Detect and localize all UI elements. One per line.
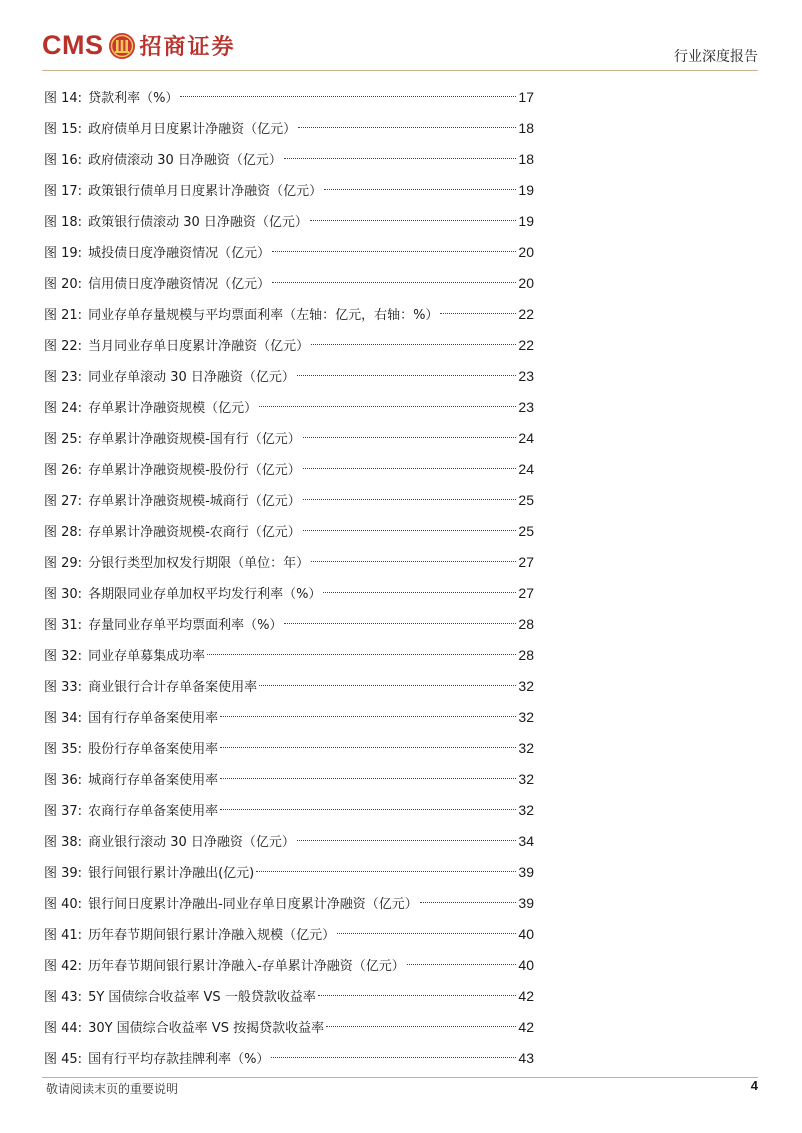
logo-chinese-text: 招商证券 — [139, 34, 236, 60]
dot-leader — [310, 220, 517, 221]
dot-leader — [318, 995, 517, 996]
toc-entry[interactable] — [44, 208, 534, 239]
figure-title: 30Y 国债综合收益率 VS 按揭贷款收益率 — [88, 1021, 325, 1036]
figure-title: 信用债日度净融资情况（亿元） — [88, 277, 271, 292]
dot-leader — [180, 96, 516, 97]
logo-emblem-icon — [108, 32, 136, 60]
figure-number: 图 36: — [44, 773, 83, 788]
logo-latin-text: CMS — [42, 30, 104, 60]
figure-number: 图 17: — [44, 184, 83, 199]
dot-leader — [207, 654, 516, 655]
dot-leader — [272, 282, 516, 283]
figure-title: 城商行存单备案使用率 — [88, 773, 219, 788]
disclaimer-note: 敬请阅读末页的重要说明 — [46, 1082, 179, 1096]
figure-number: 图 40: — [44, 897, 83, 912]
figure-number: 图 21: — [44, 308, 83, 323]
figure-number: 图 38: — [44, 835, 83, 850]
figure-title: 银行间银行累计净融出(亿元) — [88, 866, 255, 881]
toc-entry[interactable] — [44, 394, 534, 425]
figure-number: 图 20: — [44, 277, 83, 292]
toc-entry[interactable] — [44, 890, 534, 921]
figure-number: 图 35: — [44, 742, 83, 757]
toc-page-number: 32 — [518, 740, 534, 756]
dot-leader — [324, 189, 516, 190]
toc-page-number: 32 — [518, 771, 534, 787]
figure-title: 同业存单存量规模与平均票面利率（左轴：亿元，右轴：%） — [88, 308, 439, 323]
figure-title: 存单累计净融资规模-农商行（亿元） — [88, 525, 301, 540]
dot-leader — [220, 716, 516, 717]
figure-number: 图 16: — [44, 153, 83, 168]
figure-number: 图 19: — [44, 246, 83, 261]
toc-page-number: 32 — [518, 709, 534, 725]
toc-entry[interactable] — [44, 797, 534, 828]
dot-leader — [303, 530, 517, 531]
toc-entry[interactable] — [44, 983, 534, 1014]
dot-leader — [440, 313, 516, 314]
toc-entry[interactable] — [44, 487, 534, 518]
figure-number: 图 30: — [44, 587, 83, 602]
toc-page-number: 25 — [518, 523, 534, 539]
toc-entry[interactable] — [44, 518, 534, 549]
figure-title: 政府债滚动 30 日净融资（亿元） — [88, 153, 282, 168]
toc-page-number: 20 — [518, 275, 534, 291]
toc-entry[interactable] — [44, 456, 534, 487]
footer-divider — [42, 1077, 758, 1078]
figure-number: 图 18: — [44, 215, 83, 230]
dot-leader — [259, 685, 516, 686]
dot-leader — [284, 623, 516, 624]
figure-title: 城投债日度净融资情况（亿元） — [88, 246, 271, 261]
figure-title: 政策银行债滚动 30 日净融资（亿元） — [88, 215, 308, 230]
toc-entry[interactable] — [44, 704, 534, 735]
toc-page-number: 34 — [518, 833, 534, 849]
toc-page-number: 28 — [518, 647, 534, 663]
dot-leader — [220, 809, 516, 810]
figure-title: 存单累计净融资规模-城商行（亿元） — [88, 494, 301, 509]
figure-title: 各期限同业存单加权平均发行利率（%） — [88, 587, 322, 602]
toc-page-number: 43 — [518, 1050, 534, 1066]
toc-entry[interactable] — [44, 1014, 534, 1045]
figure-title: 国有行存单备案使用率 — [88, 711, 219, 726]
toc-page-number: 42 — [518, 1019, 534, 1035]
figure-number: 图 28: — [44, 525, 83, 540]
figure-title: 商业银行滚动 30 日净融资（亿元） — [88, 835, 295, 850]
toc-page-number: 17 — [518, 89, 534, 105]
page-header — [0, 0, 802, 75]
figure-title: 分银行类型加权发行期限（单位：年） — [88, 556, 310, 571]
toc-entry[interactable] — [44, 239, 534, 270]
toc-entry[interactable] — [44, 301, 534, 332]
figure-title: 股份行存单备案使用率 — [88, 742, 219, 757]
toc-page-number: 42 — [518, 988, 534, 1004]
toc-entry[interactable] — [44, 673, 534, 704]
dot-leader — [272, 251, 516, 252]
toc-page-number: 28 — [518, 616, 534, 632]
figure-title: 农商行存单备案使用率 — [88, 804, 219, 819]
dot-leader — [259, 406, 516, 407]
figure-title: 同业存单滚动 30 日净融资（亿元） — [88, 370, 295, 385]
toc-entry[interactable] — [44, 1045, 534, 1076]
page-number: 4 — [750, 1078, 758, 1093]
figure-list — [44, 84, 534, 1076]
toc-entry[interactable] — [44, 177, 534, 208]
toc-page-number: 39 — [518, 895, 534, 911]
toc-page-number: 39 — [518, 864, 534, 880]
figure-number: 图 24: — [44, 401, 83, 416]
toc-page-number: 18 — [518, 151, 534, 167]
toc-entry[interactable] — [44, 363, 534, 394]
toc-page-number: 23 — [518, 399, 534, 415]
toc-page-number: 24 — [518, 461, 534, 477]
toc-page-number: 19 — [518, 182, 534, 198]
figure-number: 图 39: — [44, 866, 83, 881]
figure-number: 图 41: — [44, 928, 83, 943]
dot-leader — [407, 964, 517, 965]
dot-leader — [303, 468, 517, 469]
dot-leader — [256, 871, 516, 872]
dot-leader — [303, 499, 517, 500]
figure-title: 政策银行债单月日度累计净融资（亿元） — [88, 184, 323, 199]
toc-page-number: 32 — [518, 802, 534, 818]
toc-page-number: 23 — [518, 368, 534, 384]
toc-page-number: 40 — [518, 926, 534, 942]
dot-leader — [297, 375, 517, 376]
figure-number: 图 34: — [44, 711, 83, 726]
toc-entry[interactable] — [44, 642, 534, 673]
toc-entry[interactable] — [44, 580, 534, 611]
dot-leader — [297, 840, 517, 841]
company-logo — [42, 30, 236, 61]
figure-number: 图 14: — [44, 91, 83, 106]
toc-page-number: 27 — [518, 554, 534, 570]
dot-leader — [323, 592, 516, 593]
figure-number: 图 42: — [44, 959, 83, 974]
figure-number: 图 22: — [44, 339, 83, 354]
toc-entry[interactable] — [44, 84, 534, 115]
header-divider — [42, 70, 758, 71]
figure-number: 图 45: — [44, 1052, 83, 1067]
toc-entry[interactable] — [44, 549, 534, 580]
figure-title: 存单累计净融资规模-股份行（亿元） — [88, 463, 301, 478]
figure-title: 同业存单募集成功率 — [88, 649, 206, 664]
toc-entry[interactable] — [44, 859, 534, 890]
dot-leader — [298, 127, 516, 128]
toc-page-number: 27 — [518, 585, 534, 601]
toc-page-number: 25 — [518, 492, 534, 508]
figure-title: 当月同业存单日度累计净融资（亿元） — [88, 339, 310, 354]
toc-entry[interactable] — [44, 611, 534, 642]
figure-number: 图 32: — [44, 649, 83, 664]
figure-title: 政府债单月日度累计净融资（亿元） — [88, 122, 297, 137]
dot-leader — [311, 344, 516, 345]
dot-leader — [220, 778, 516, 779]
figure-title: 存单累计净融资规模（亿元） — [88, 401, 258, 416]
figure-number: 图 15: — [44, 122, 83, 137]
toc-entry[interactable] — [44, 828, 534, 859]
figure-number: 图 29: — [44, 556, 83, 571]
toc-entry[interactable] — [44, 766, 534, 797]
dot-leader — [326, 1026, 516, 1027]
toc-entry[interactable] — [44, 332, 534, 363]
figure-number: 图 31: — [44, 618, 83, 633]
figure-title: 存量同业存单平均票面利率（%） — [88, 618, 283, 633]
toc-entry[interactable] — [44, 146, 534, 177]
figure-number: 图 23: — [44, 370, 83, 385]
toc-page-number: 22 — [518, 306, 534, 322]
dot-leader — [303, 437, 517, 438]
dot-leader — [271, 1057, 516, 1058]
toc-page-number: 24 — [518, 430, 534, 446]
dot-leader — [220, 747, 516, 748]
toc-page-number: 18 — [518, 120, 534, 136]
dot-leader — [311, 561, 516, 562]
figure-number: 图 33: — [44, 680, 83, 695]
toc-entry[interactable] — [44, 735, 534, 766]
toc-entry[interactable] — [44, 425, 534, 456]
toc-page-number: 22 — [518, 337, 534, 353]
toc-page-number: 40 — [518, 957, 534, 973]
dot-leader — [337, 933, 516, 934]
figure-number: 图 37: — [44, 804, 83, 819]
toc-page-number: 32 — [518, 678, 534, 694]
toc-entry[interactable] — [44, 921, 534, 952]
figure-title: 国有行平均存款挂牌利率（%） — [88, 1052, 270, 1067]
toc-entry[interactable] — [44, 115, 534, 146]
figure-title: 历年春节期间银行累计净融入-存单累计净融资（亿元） — [88, 959, 405, 974]
figure-title: 银行间日度累计净融出-同业存单日度累计净融资（亿元） — [88, 897, 418, 912]
figure-title: 存单累计净融资规模-国有行（亿元） — [88, 432, 301, 447]
figure-title: 5Y 国债综合收益率 VS 一般贷款收益率 — [88, 990, 316, 1005]
dot-leader — [420, 902, 517, 903]
figure-number: 图 44: — [44, 1021, 83, 1036]
report-type-label: 行业深度报告 — [674, 49, 758, 65]
toc-entry[interactable] — [44, 952, 534, 983]
toc-page-number: 20 — [518, 244, 534, 260]
figure-title: 历年春节期间银行累计净融入规模（亿元） — [88, 928, 336, 943]
figure-title: 商业银行合计存单备案使用率 — [88, 680, 258, 695]
toc-entry[interactable] — [44, 270, 534, 301]
dot-leader — [284, 158, 517, 159]
figure-number: 图 25: — [44, 432, 83, 447]
figure-title: 贷款利率（%） — [88, 91, 179, 106]
toc-page-number: 19 — [518, 213, 534, 229]
figure-number: 图 43: — [44, 990, 83, 1005]
figure-number: 图 26: — [44, 463, 83, 478]
figure-number: 图 27: — [44, 494, 83, 509]
